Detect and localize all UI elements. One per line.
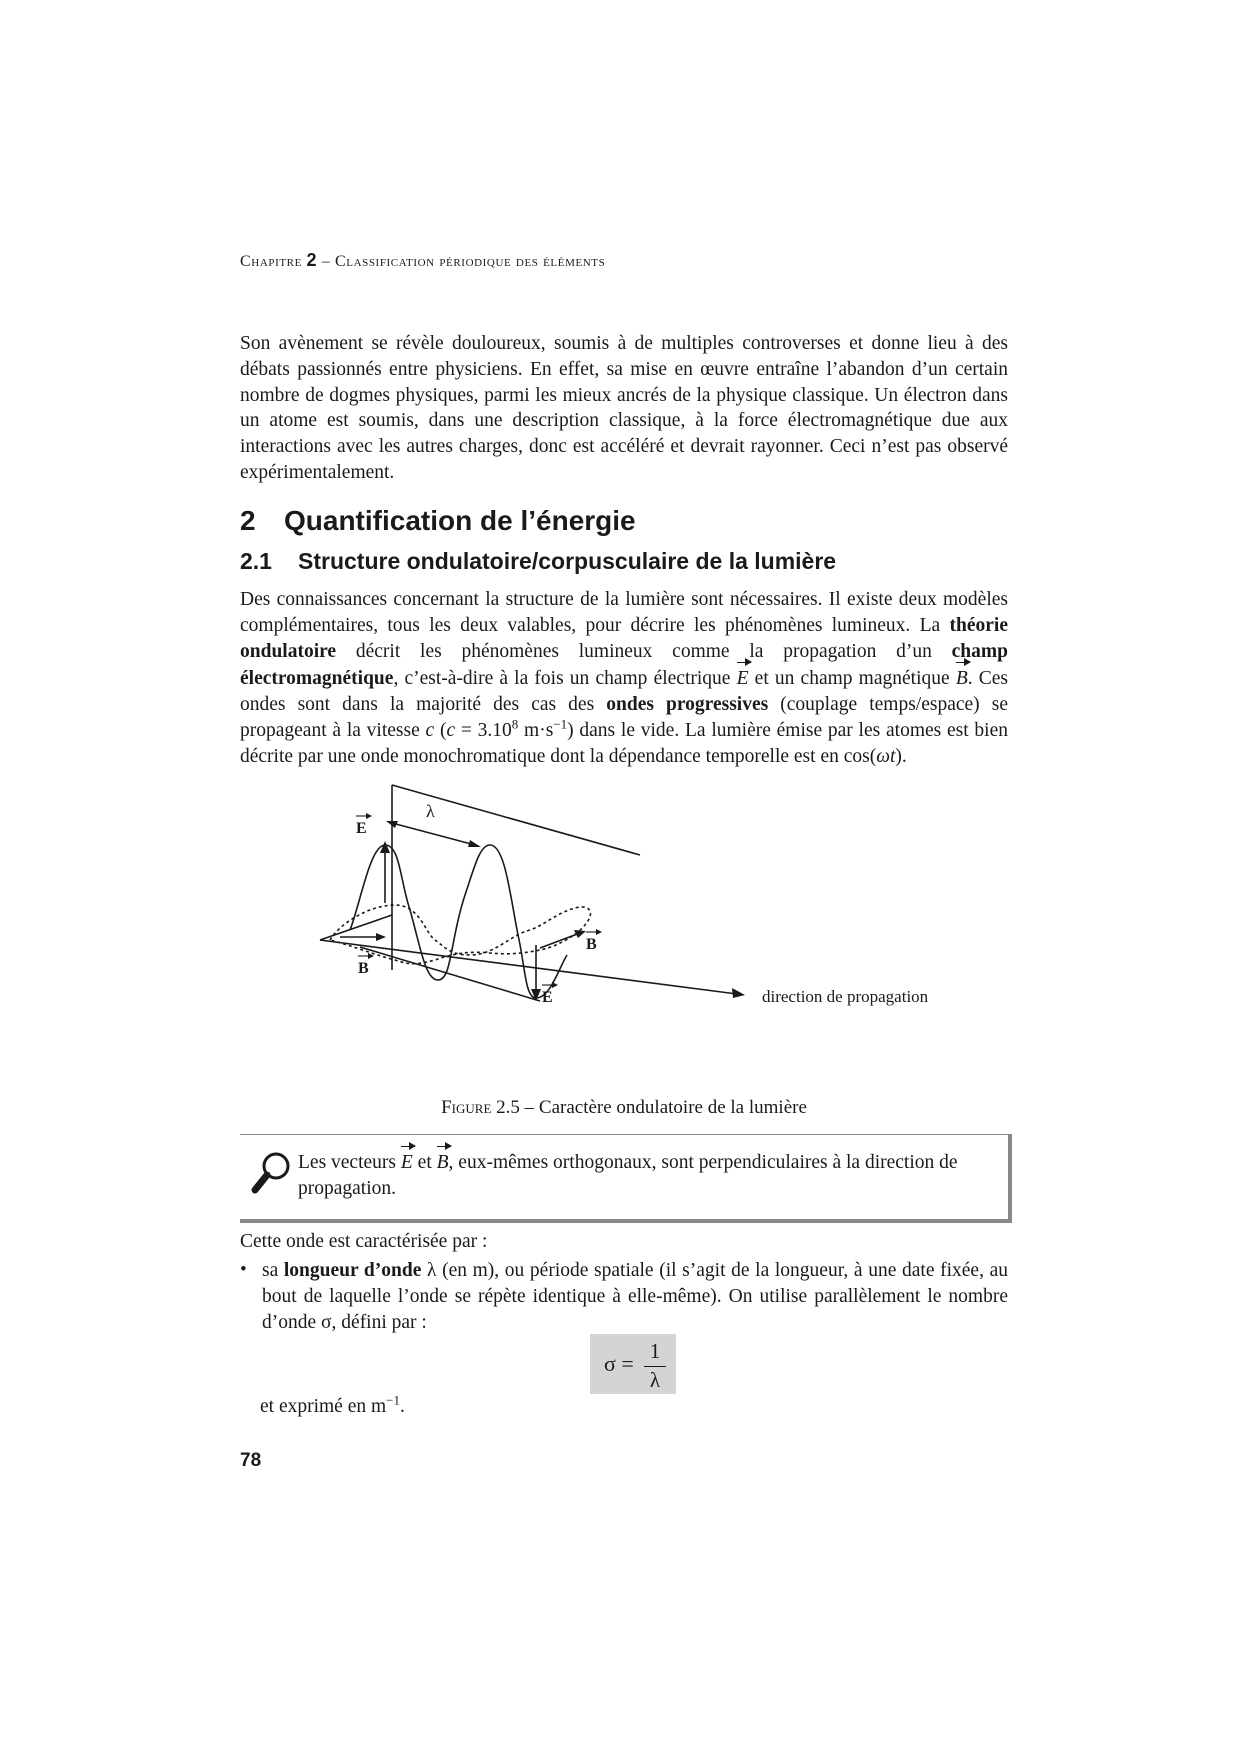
bold-term-progressive-waves: ondes progressives [606,694,769,716]
list-intro: Cette onde est caractérisée par : [240,1231,488,1252]
exponent: 8 [511,716,519,732]
exponent: −1 [386,1392,401,1408]
b-vector-left-head [376,933,386,941]
section-title: Quantification de l’énergie [284,505,636,536]
label-b-right: B [586,936,597,953]
label-b-left: B [358,960,369,977]
fraction-bar [644,1366,666,1367]
text-run: décrit les phénomènes lumineux comme la propagation d’un [336,640,952,662]
chapter-number: 2 [306,250,318,270]
text-run: = 3.10 [455,719,512,741]
figure-caption [240,1097,1008,1119]
text-run: (couplage temps/espace) se propageant à la vitesse [240,694,1008,741]
formula-lhs: σ = [604,1351,634,1376]
magnifier-icon [250,1150,292,1196]
running-head-separator: – [321,253,331,270]
vector-b: B [956,664,968,692]
text-run: . Ces ondes sont dans la majorité des cas des [240,668,1009,716]
text-run: , c’est-à-dire à la fois un champ électrique [393,668,737,690]
bold-term-em-field: champ électromagnétique [240,640,1008,690]
wavelength-arrowhead-right [468,840,481,847]
vector-b: B [437,1148,449,1176]
after-formula-text [260,1392,405,1418]
vector-e: E [401,1148,413,1176]
bold-term-wavelength: longueur d’onde [283,1260,422,1281]
caption-number: 2.5 [496,1097,520,1118]
remark-text [298,1148,998,1201]
formula-fraction [644,1339,666,1393]
page-number: 78 [240,1450,262,1471]
wavelength-arrow [392,823,475,845]
text-run: Les vecteurs [298,1152,401,1173]
text-run: ) dans le vide. La lumière émise par les atomes est bien décrite par une onde monochromatique dont la dépendance temporelle est en cos( [240,719,1009,767]
exponent: −1 [553,716,568,732]
caption-separator: – [524,1097,535,1118]
e-top-label-arrowhead [366,813,372,819]
speed-symbol: c [446,719,456,741]
formula-denominator: λ [649,1368,661,1392]
text-run: et exprimé en m [260,1396,387,1417]
text-run: ( [434,719,447,741]
intro-paragraph: Son avènement se révèle douloureux, soumis à de multiples controverses et donne lieu à des débats passionnés entre physiciens. En effet, sa mise en œuvre entraîne l’abandon d’un certain nombre de dogmes physiques, parmi les mieux ancrés de la physique classique. Un électron dans un atome est soumis, dans une description classique, à la force électromagnétique due aux interactions avec les autres charges, donc est accéléré et devrait rayonner. Ceci n’est pas observé expérimentalement. [240,333,1008,483]
text-run: . [400,1396,405,1417]
label-e-bottom: E [542,989,553,1006]
text-run: et [412,1152,437,1173]
text-run: λ (en m), ou période spatiale (il s’agit de la longueur, à une date fixée, au bout de laquelle l’onde se répète identique à elle-même). On utilise parallèlement le nombre d’onde σ, défini par : [262,1260,1008,1333]
propagation-axis [320,940,737,994]
running-head [240,250,605,271]
bold-term-wave-theory: théorie ondulatoire [240,614,1008,662]
vector-e: E [737,664,749,692]
propagation-arrowhead [732,988,745,998]
caption-figure-word: Figure [441,1097,492,1118]
chapter-title: Classification périodique des éléments [334,253,606,270]
subsection-heading [240,548,836,575]
em-wave-figure [300,775,960,1025]
formula-numerator: 1 [649,1339,661,1363]
e-bottom-label-arrowhead [552,982,558,988]
b-vector-right [540,933,580,948]
section-number: 2 [240,505,256,536]
b-plane-near-edge [360,947,540,1001]
label-e-top: E [356,820,367,837]
text-run: sa [262,1260,284,1281]
omega-t: ωt [876,745,896,767]
speed-symbol: c [425,719,435,741]
text-run: ). [895,745,907,767]
wave-theory-paragraph [240,587,1008,770]
chapter-word: Chapitre [240,253,302,270]
section-heading [240,505,636,537]
wavenumber-formula [590,1334,676,1394]
text-run: , eux-mêmes orthogonaux, sont perpendiculaires à la direction de propagation. [298,1152,958,1199]
text-run: m·s [518,719,554,741]
bullet-text [262,1258,1008,1335]
bullet-symbol: • [240,1259,247,1280]
subsection-title: Structure ondulatoire/corpusculaire de la lumière [298,548,837,574]
e-field-wave [350,845,567,998]
text-run: Des connaissances concernant la structure de la lumière sont nécessaires. Il existe deux modèles complémentaires, tous les deux valables, pour décrire les phénomènes lumineux. La [240,589,1008,636]
caption-text: Caractère ondulatoire de la lumière [538,1097,807,1118]
label-direction: direction de propagation [762,987,929,1006]
label-lambda: λ [426,801,435,821]
subsection-number: 2.1 [240,548,272,574]
text-run: et un champ magnétique [748,668,956,690]
b-right-label-arrowhead [596,929,602,935]
